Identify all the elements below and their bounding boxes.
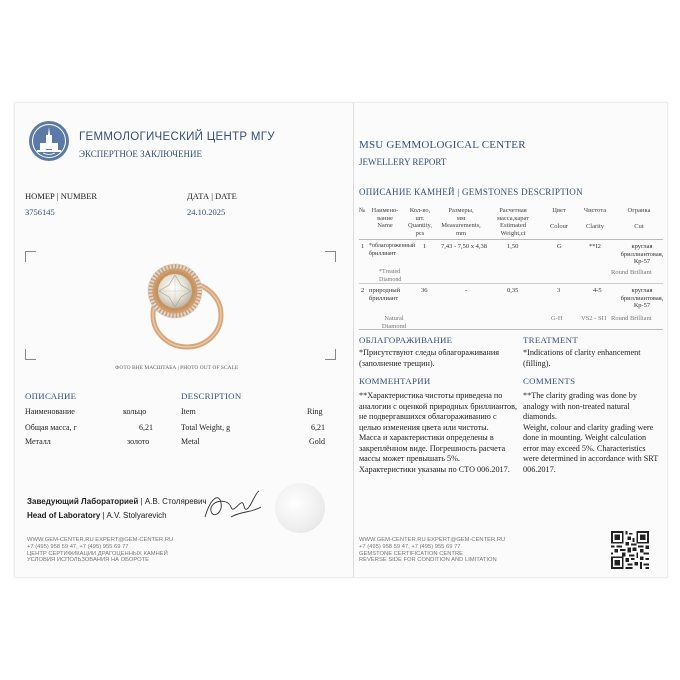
col-name-header-line: Наимено- — [371, 207, 399, 214]
footer-right-line: WWW.GEM-CENTER.RU EXPERT@GEM-CENTER.RU — [359, 537, 506, 543]
stone1-no: 1 — [361, 243, 365, 250]
col-size-header-line: мм — [456, 214, 466, 222]
col-weight-header-line: Weight,ct — [500, 229, 526, 237]
col-colour-header — [543, 207, 575, 230]
weight-value-en: 6,21 — [311, 423, 325, 432]
comments-en-paragraph: **The clarity grading was done by analogy with non-treated natural diamonds. — [523, 391, 637, 421]
col-qty-header-line: pcs — [415, 229, 425, 237]
treatment-text-ru: *Присутствуют следы облагораживания (заполнение трещин). — [359, 348, 499, 368]
comments-title-ru: КОММЕНТАРИИ — [359, 376, 431, 386]
head-of-lab-ru-title: Заведующий Лабораторией — [27, 497, 139, 506]
col-colour-header-line: Цвет — [552, 207, 566, 214]
weight-label-ru: Общая масса, г — [25, 423, 77, 432]
item-label-ru: Наименование — [25, 407, 75, 416]
signature-icon — [201, 487, 265, 527]
stone2-size: - — [465, 287, 468, 294]
head-of-lab-en — [27, 511, 167, 520]
stone2-name-en: Natural Diamond — [381, 315, 407, 330]
number-label: НОМЕР | NUMBER — [25, 191, 98, 201]
comments-ru-paragraph: Масса и характеристики определены в закреплённом виде. Погрешность расчета массы может превышать 5%. — [359, 433, 506, 463]
center-divider — [353, 103, 354, 577]
col-qty-header — [403, 207, 437, 237]
item-label-en: Item — [181, 407, 196, 416]
col-clarity-header-line: Чистота — [583, 207, 607, 214]
col-clarity-header-line: Clarity — [585, 222, 605, 230]
metal-value-ru: золото — [127, 437, 150, 446]
qr-code-icon — [611, 531, 649, 569]
footer-right — [359, 537, 505, 564]
stone2-colour: 3 — [557, 287, 561, 294]
table-header-rule — [359, 239, 663, 240]
description-title-ru: ОПИСАНИЕ — [25, 391, 77, 401]
footer-left-line: +7 (495) 958 59 47, +7 (495) 955 69 77 — [27, 543, 129, 550]
col-weight-header-line: масса,карат — [496, 214, 530, 222]
head-of-lab-ru-name: | А.В. Столяревич — [140, 497, 207, 506]
head-of-lab-en-title: Head of Laboratory — [27, 511, 101, 520]
treatment-title-en: TREATMENT — [523, 335, 578, 345]
col-name-header-line: Name — [377, 222, 393, 229]
stone2-qty: 36 — [421, 287, 428, 294]
stone2-cut-en: Round Brilliant — [611, 315, 652, 322]
footer-left — [27, 537, 173, 564]
col-weight-header — [485, 207, 541, 237]
footer-right-line: REVERSE SIDE FOR CONDITION AND LIMITATION — [359, 557, 497, 564]
footer-left-line: WWW.GEM-CENTER.RU EXPERT@GEM-CENTER.RU — [27, 537, 174, 543]
report-title-en: JEWELLERY REPORT — [359, 157, 447, 167]
stone2-clarity-en: VS2 - SI1 — [581, 315, 608, 322]
date-label: ДАТА | DATE — [187, 191, 237, 201]
gemstones-title: ОПИСАНИЕ КАМНЕЙ | GEMSTONES DESCRIPTION — [359, 187, 583, 197]
report-title-ru: ЭКСПЕРТНОЕ ЗАКЛЮЧЕНИЕ — [79, 149, 202, 159]
col-clarity-header — [577, 207, 613, 230]
metal-value-en: Gold — [309, 437, 325, 446]
msu-emblem-icon — [27, 119, 71, 163]
comments-text-ru — [359, 391, 519, 475]
stone1-name-en: *Treated Diamond — [379, 269, 402, 283]
col-weight-header-line: Расчетная — [499, 207, 527, 214]
footer-right-line: +7 (495) 958 59 47, +7 (495) 955 69 77 — [359, 543, 461, 550]
stone1-weight: 1,50 — [507, 243, 519, 250]
treatment-text-en: *Indications of clarity enhancement (filling). — [523, 348, 641, 368]
org-name-en: MSU GEMMOLOGICAL CENTER — [359, 139, 526, 151]
photo-frame-corner — [325, 251, 336, 262]
treatment-title-ru: ОБЛАГОРАЖИВАНИЕ — [359, 335, 453, 345]
stone1-colour: G — [557, 243, 562, 250]
stone1-qty: 1 — [423, 243, 427, 250]
col-size-header-line: mm — [455, 229, 467, 237]
table-row-rule — [359, 283, 663, 284]
stone2-name-ru: природный бриллиант — [369, 287, 401, 302]
col-weight-header-line: Estimated — [500, 222, 526, 229]
col-cut-header-line: Cut — [634, 222, 644, 230]
col-qty-header-line: Кол-во, — [409, 207, 431, 214]
stone2-weight: 0,35 — [507, 287, 519, 294]
head-of-lab-ru — [27, 497, 207, 506]
photo-frame-corner — [25, 349, 36, 360]
date-value: 24.10.2025 — [187, 207, 226, 217]
comments-text-en — [523, 391, 663, 475]
comments-en-paragraph: Weight, colour and clarity grading were done in mounting. Weight calculation error may exceed 5%. Characteristics were determined in accordance with SRT 006.2017. — [523, 422, 659, 474]
stone2-colour-en: G-H — [551, 315, 563, 322]
item-value-ru: кольцо — [123, 407, 147, 416]
col-size-header — [437, 207, 485, 237]
photo-frame-corner — [325, 349, 336, 360]
stone1-name-ru: *облагороженный бриллиант — [369, 243, 416, 257]
col-colour-header-line: Colour — [549, 222, 569, 230]
stone1-cut-ru: круглая бриллиантовая, Кр-57 — [620, 243, 664, 265]
org-name-ru: ГЕММОЛОГИЧЕСКИЙ ЦЕНТР МГУ — [79, 131, 275, 143]
col-qty-header-line: шт. — [415, 214, 425, 222]
col-qty-header-line: Quantity, — [408, 222, 432, 229]
weight-label-en: Total Weight, g — [181, 423, 231, 432]
stone2-no: 2 — [361, 287, 365, 294]
stone1-size: 7,43 - 7,50 x 4,38 — [441, 243, 488, 250]
comments-ru-paragraph: Характеристики указаны по СТО 006.2017. — [359, 464, 510, 474]
number-value: 3756145 — [25, 207, 55, 217]
report-sheet — [14, 102, 668, 578]
stone2-cut-ru: круглая бриллиантовая, Кр-57 — [620, 287, 664, 309]
footer-left-line: УСЛОВИЯ ИСПОЛЬЗОВАНИЯ НА ОБОРОТЕ — [27, 557, 150, 564]
stone1-clarity: **I2 — [589, 243, 601, 250]
col-cut-header — [613, 207, 665, 230]
metal-label-en: Metal — [181, 437, 200, 446]
description-title-en: DESCRIPTION — [181, 391, 242, 401]
col-no-header: № — [359, 207, 366, 214]
col-cut-header-line: Огранка — [627, 207, 651, 214]
col-name-header-line: вание — [377, 214, 393, 222]
photo-caption: ФОТО ВНЕ МАСШТАБА | PHOTO OUT OF SCALE — [115, 365, 239, 371]
stone2-clarity: 4-5 — [593, 287, 602, 294]
footer-left-line: ЦЕНТР СЕРТИФИКАЦИИ ДРАГОЦЕННЫХ КАМНЕЙ — [27, 550, 168, 557]
col-name-header — [367, 207, 403, 230]
ring-photo — [133, 253, 229, 357]
metal-label-ru: Металл — [25, 437, 51, 446]
weight-value-ru: 6,21 — [139, 423, 153, 432]
comments-title-en: COMMENTS — [523, 376, 576, 386]
col-size-header-line: Measurements, — [441, 222, 481, 229]
item-value-en: Ring — [307, 407, 323, 416]
head-of-lab-en-name: | A.V. Stolyarevich — [102, 511, 167, 520]
col-size-header-line: Размеры, — [448, 207, 474, 214]
stone1-cut-en: Round Brilliant — [611, 269, 652, 276]
comments-ru-paragraph: **Характеристика чистоты приведена по аналогии с оценкой природных бриллиантов, не подвергавшихся облагораживанию с целью изменения цвета или чистоты. — [359, 391, 518, 432]
seal-hologram — [275, 483, 325, 533]
photo-frame-corner — [25, 251, 36, 262]
footer-right-line: GEMSTONE CERTIFICATION CENTRE — [359, 550, 464, 557]
table-bottom-rule — [359, 329, 663, 330]
